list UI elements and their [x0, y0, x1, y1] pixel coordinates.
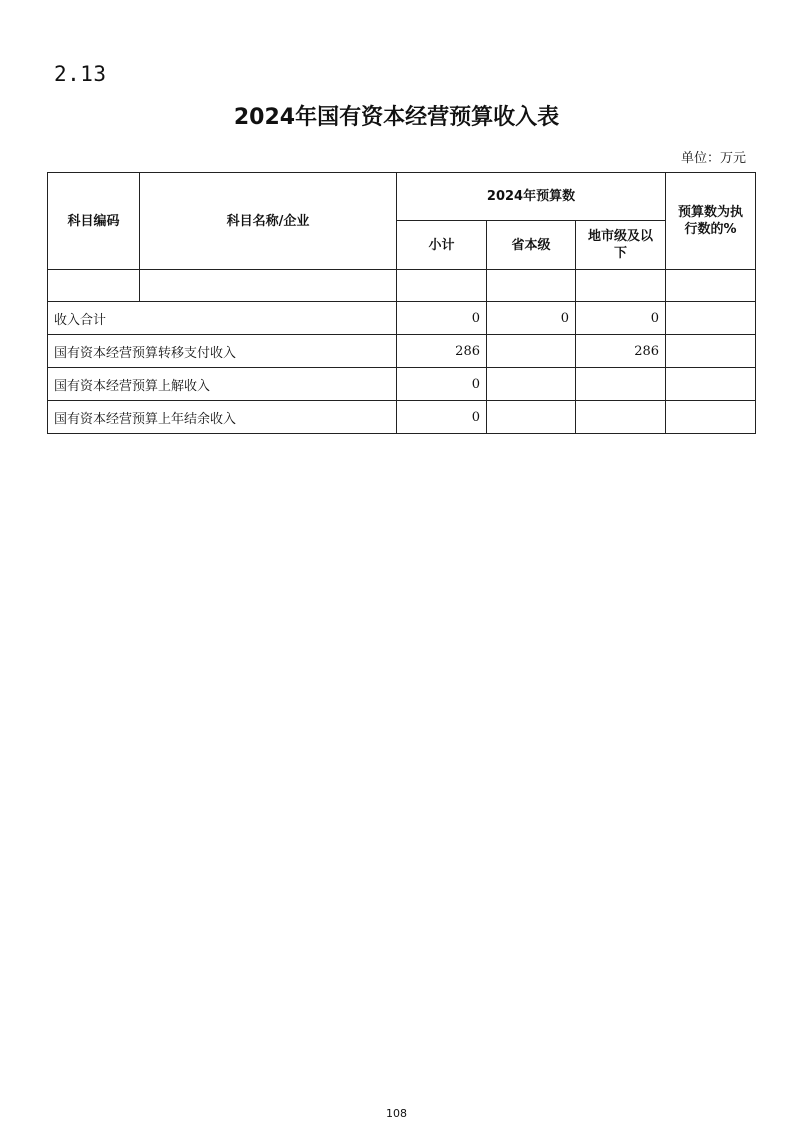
table-row: [48, 368, 756, 401]
header-budget-group: 2024年预算数: [397, 173, 666, 221]
table-row: [48, 302, 756, 335]
cell-city-below: 0: [576, 302, 666, 335]
cell-city-below: [576, 368, 666, 401]
table-row: [48, 401, 756, 434]
cell-name: 国有资本经营预算转移支付收入: [48, 335, 397, 368]
cell-execution-pct: [666, 368, 756, 401]
table-row: [48, 335, 756, 368]
cell-subtotal: 286: [397, 335, 487, 368]
header-subtotal: 小计: [397, 221, 487, 270]
cell-execution-pct: [666, 335, 756, 368]
cell-provincial: [487, 401, 576, 434]
cell-subtotal: [397, 270, 487, 302]
cell-subtotal: 0: [397, 368, 487, 401]
cell-execution-pct: [666, 302, 756, 335]
header-execution-pct: 预算数为执行数的%: [666, 173, 756, 270]
page-title: 2024年国有资本经营预算收入表: [233, 105, 560, 130]
section-number: 2.13: [54, 62, 107, 86]
cell-name: [140, 270, 397, 302]
cell-provincial: [487, 335, 576, 368]
header-code: 科目编码: [48, 173, 140, 270]
cell-provincial: [487, 368, 576, 401]
cell-name: 国有资本经营预算上年结余收入: [48, 401, 397, 434]
cell-city-below: [576, 270, 666, 302]
cell-provincial: [487, 270, 576, 302]
cell-subtotal: 0: [397, 302, 487, 335]
unit-label: 单位：万元: [680, 151, 746, 166]
cell-code: [48, 270, 140, 302]
header-provincial: 省本级: [487, 221, 576, 270]
cell-subtotal: 0: [397, 401, 487, 434]
cell-city-below: [576, 401, 666, 434]
page-number: 108: [386, 1107, 407, 1120]
cell-name: 国有资本经营预算上解收入: [48, 368, 397, 401]
table-row: [48, 270, 756, 302]
cell-execution-pct: [666, 270, 756, 302]
header-name: 科目名称/企业: [140, 173, 397, 270]
cell-provincial: 0: [487, 302, 576, 335]
header-city-below: 地市级及以下: [576, 221, 666, 270]
budget-income-table: [47, 172, 756, 434]
cell-name: 收入合计: [48, 302, 397, 335]
cell-city-below: 286: [576, 335, 666, 368]
cell-execution-pct: [666, 401, 756, 434]
